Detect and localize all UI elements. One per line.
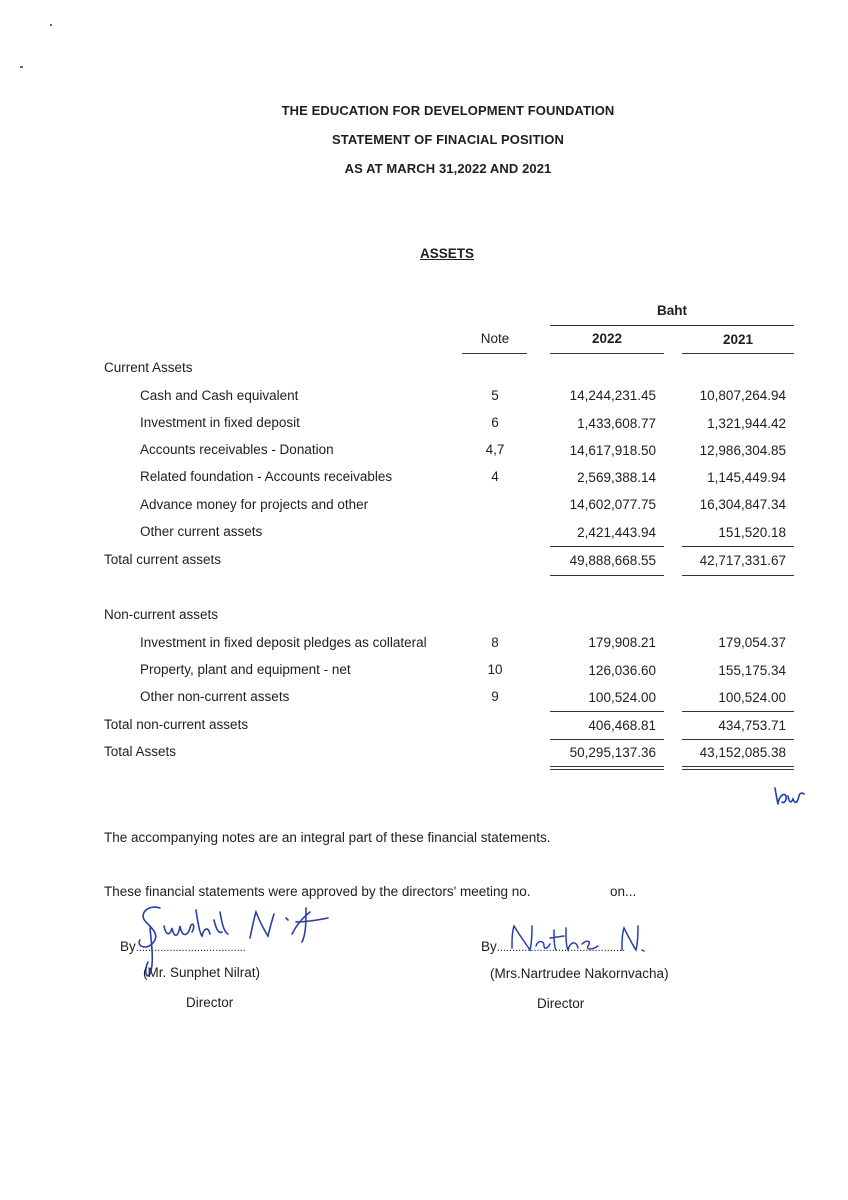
total-value-2021: 42,717,331.67: [699, 553, 786, 568]
row-value-2021: 16,304,847.34: [699, 497, 786, 512]
row-note: 5: [491, 388, 499, 403]
row-label: Other current assets: [140, 524, 263, 539]
double-rule-2022: [550, 769, 664, 770]
row-note: 9: [491, 689, 499, 704]
signature: [508, 920, 668, 960]
row-label: Investment in fixed deposit: [140, 415, 300, 430]
row-note: 4,7: [485, 442, 505, 457]
signatory-name: (Mr. Sunphet Nilrat): [143, 965, 261, 980]
row-value-2022: 126,036.60: [588, 663, 656, 678]
currency-underline: [550, 325, 794, 326]
footnote-text: The accompanying notes are an integral part of these financial statements.: [104, 830, 551, 845]
assets-heading: ASSETS: [419, 246, 474, 261]
row-value-2021: 12,986,304.85: [699, 443, 786, 458]
total-value-2021: 434,753.71: [718, 718, 786, 733]
organization-title: THE EDUCATION FOR DEVELOPMENT FOUNDATION: [281, 103, 615, 118]
total-rule-2022: [550, 575, 664, 576]
row-label: Cash and Cash equivalent: [140, 388, 299, 403]
total-label: Total current assets: [104, 552, 222, 567]
year-2021-underline: [682, 353, 794, 354]
double-rule-2021: [682, 769, 794, 770]
note-header-underline: [462, 353, 527, 354]
subtotal-rule-2021: [682, 546, 794, 547]
row-value-2022: 179,908.21: [588, 635, 656, 650]
approval-text: These financial statements were approved by the directors' meeting no.: [104, 884, 531, 899]
by-text: By: [120, 939, 136, 954]
total-value-2022: 49,888,668.55: [569, 553, 656, 568]
row-label: Other non-current assets: [140, 689, 290, 704]
statement-date: AS AT MARCH 31,2022 AND 2021: [344, 161, 552, 176]
total-label: Total non-current assets: [104, 717, 249, 732]
row-value-2021: 151,520.18: [718, 525, 786, 540]
row-note: 4: [491, 469, 499, 484]
non-current-assets-heading: Non-current assets: [104, 607, 219, 622]
row-value-2022: 14,617,918.50: [569, 443, 656, 458]
row-label: Property, plant and equipment - net: [140, 662, 351, 677]
signatory-title: Director: [186, 995, 234, 1010]
row-value-2021: 10,807,264.94: [699, 388, 786, 403]
double-rule-2021: [682, 766, 794, 767]
grand-total-value-2022: 50,295,137.36: [569, 745, 656, 760]
row-value-2022: 2,421,443.94: [577, 525, 656, 540]
row-value-2021: 179,054.37: [718, 635, 786, 650]
grand-total-label: Total Assets: [104, 744, 177, 759]
row-value-2022: 2,569,388.14: [577, 470, 656, 485]
row-value-2022: 1,433,608.77: [577, 416, 656, 431]
row-value-2021: 1,321,944.42: [707, 416, 786, 431]
row-note: 8: [491, 635, 499, 650]
row-value-2021: 155,175.34: [718, 663, 786, 678]
subtotal-rule-2021: [682, 711, 794, 712]
year-2021-header: 2021: [722, 332, 754, 347]
row-label: Investment in fixed deposit pledges as collateral: [140, 635, 427, 650]
note-column-header: Note: [480, 331, 510, 346]
row-value-2021: 100,524.00: [718, 690, 786, 705]
scan-speck: [20, 66, 23, 68]
by-text: By: [481, 939, 497, 954]
initials-mark: [772, 784, 806, 808]
total-rule-2021: [682, 575, 794, 576]
row-value-2022: 100,524.00: [588, 690, 656, 705]
signatory-title: Director: [537, 996, 585, 1011]
scan-speck: [50, 24, 52, 26]
signature-dots: ....................................: [135, 942, 246, 954]
row-note: 6: [491, 415, 499, 430]
year-2022-header: 2022: [591, 331, 623, 346]
subtotal-rule-2022: [550, 711, 664, 712]
double-rule-2022: [550, 766, 664, 767]
row-label: Related foundation - Accounts receivables: [140, 469, 393, 484]
row-value-2021: 1,145,449.94: [707, 470, 786, 485]
total-rule-2021: [682, 739, 794, 740]
grand-total-value-2021: 43,152,085.38: [699, 745, 786, 760]
current-assets-heading: Current Assets: [104, 360, 193, 375]
total-rule-2022: [550, 739, 664, 740]
row-value-2022: 14,602,077.75: [569, 497, 656, 512]
total-value-2022: 406,468.81: [588, 718, 656, 733]
signature-dots: ..........................................: [496, 942, 626, 954]
statement-title: STATEMENT OF FINACIAL POSITION: [332, 132, 564, 147]
row-label: Advance money for projects and other: [140, 497, 369, 512]
row-value-2022: 14,244,231.45: [569, 388, 656, 403]
row-label: Accounts receivables - Donation: [140, 442, 334, 457]
subtotal-rule-2022: [550, 546, 664, 547]
signatory-name: (Mrs.Nartrudee Nakornvacha): [490, 966, 669, 981]
approval-on: on...: [610, 884, 637, 899]
currency-label: Baht: [657, 303, 687, 318]
year-2022-underline: [550, 353, 664, 354]
row-note: 10: [487, 662, 503, 677]
